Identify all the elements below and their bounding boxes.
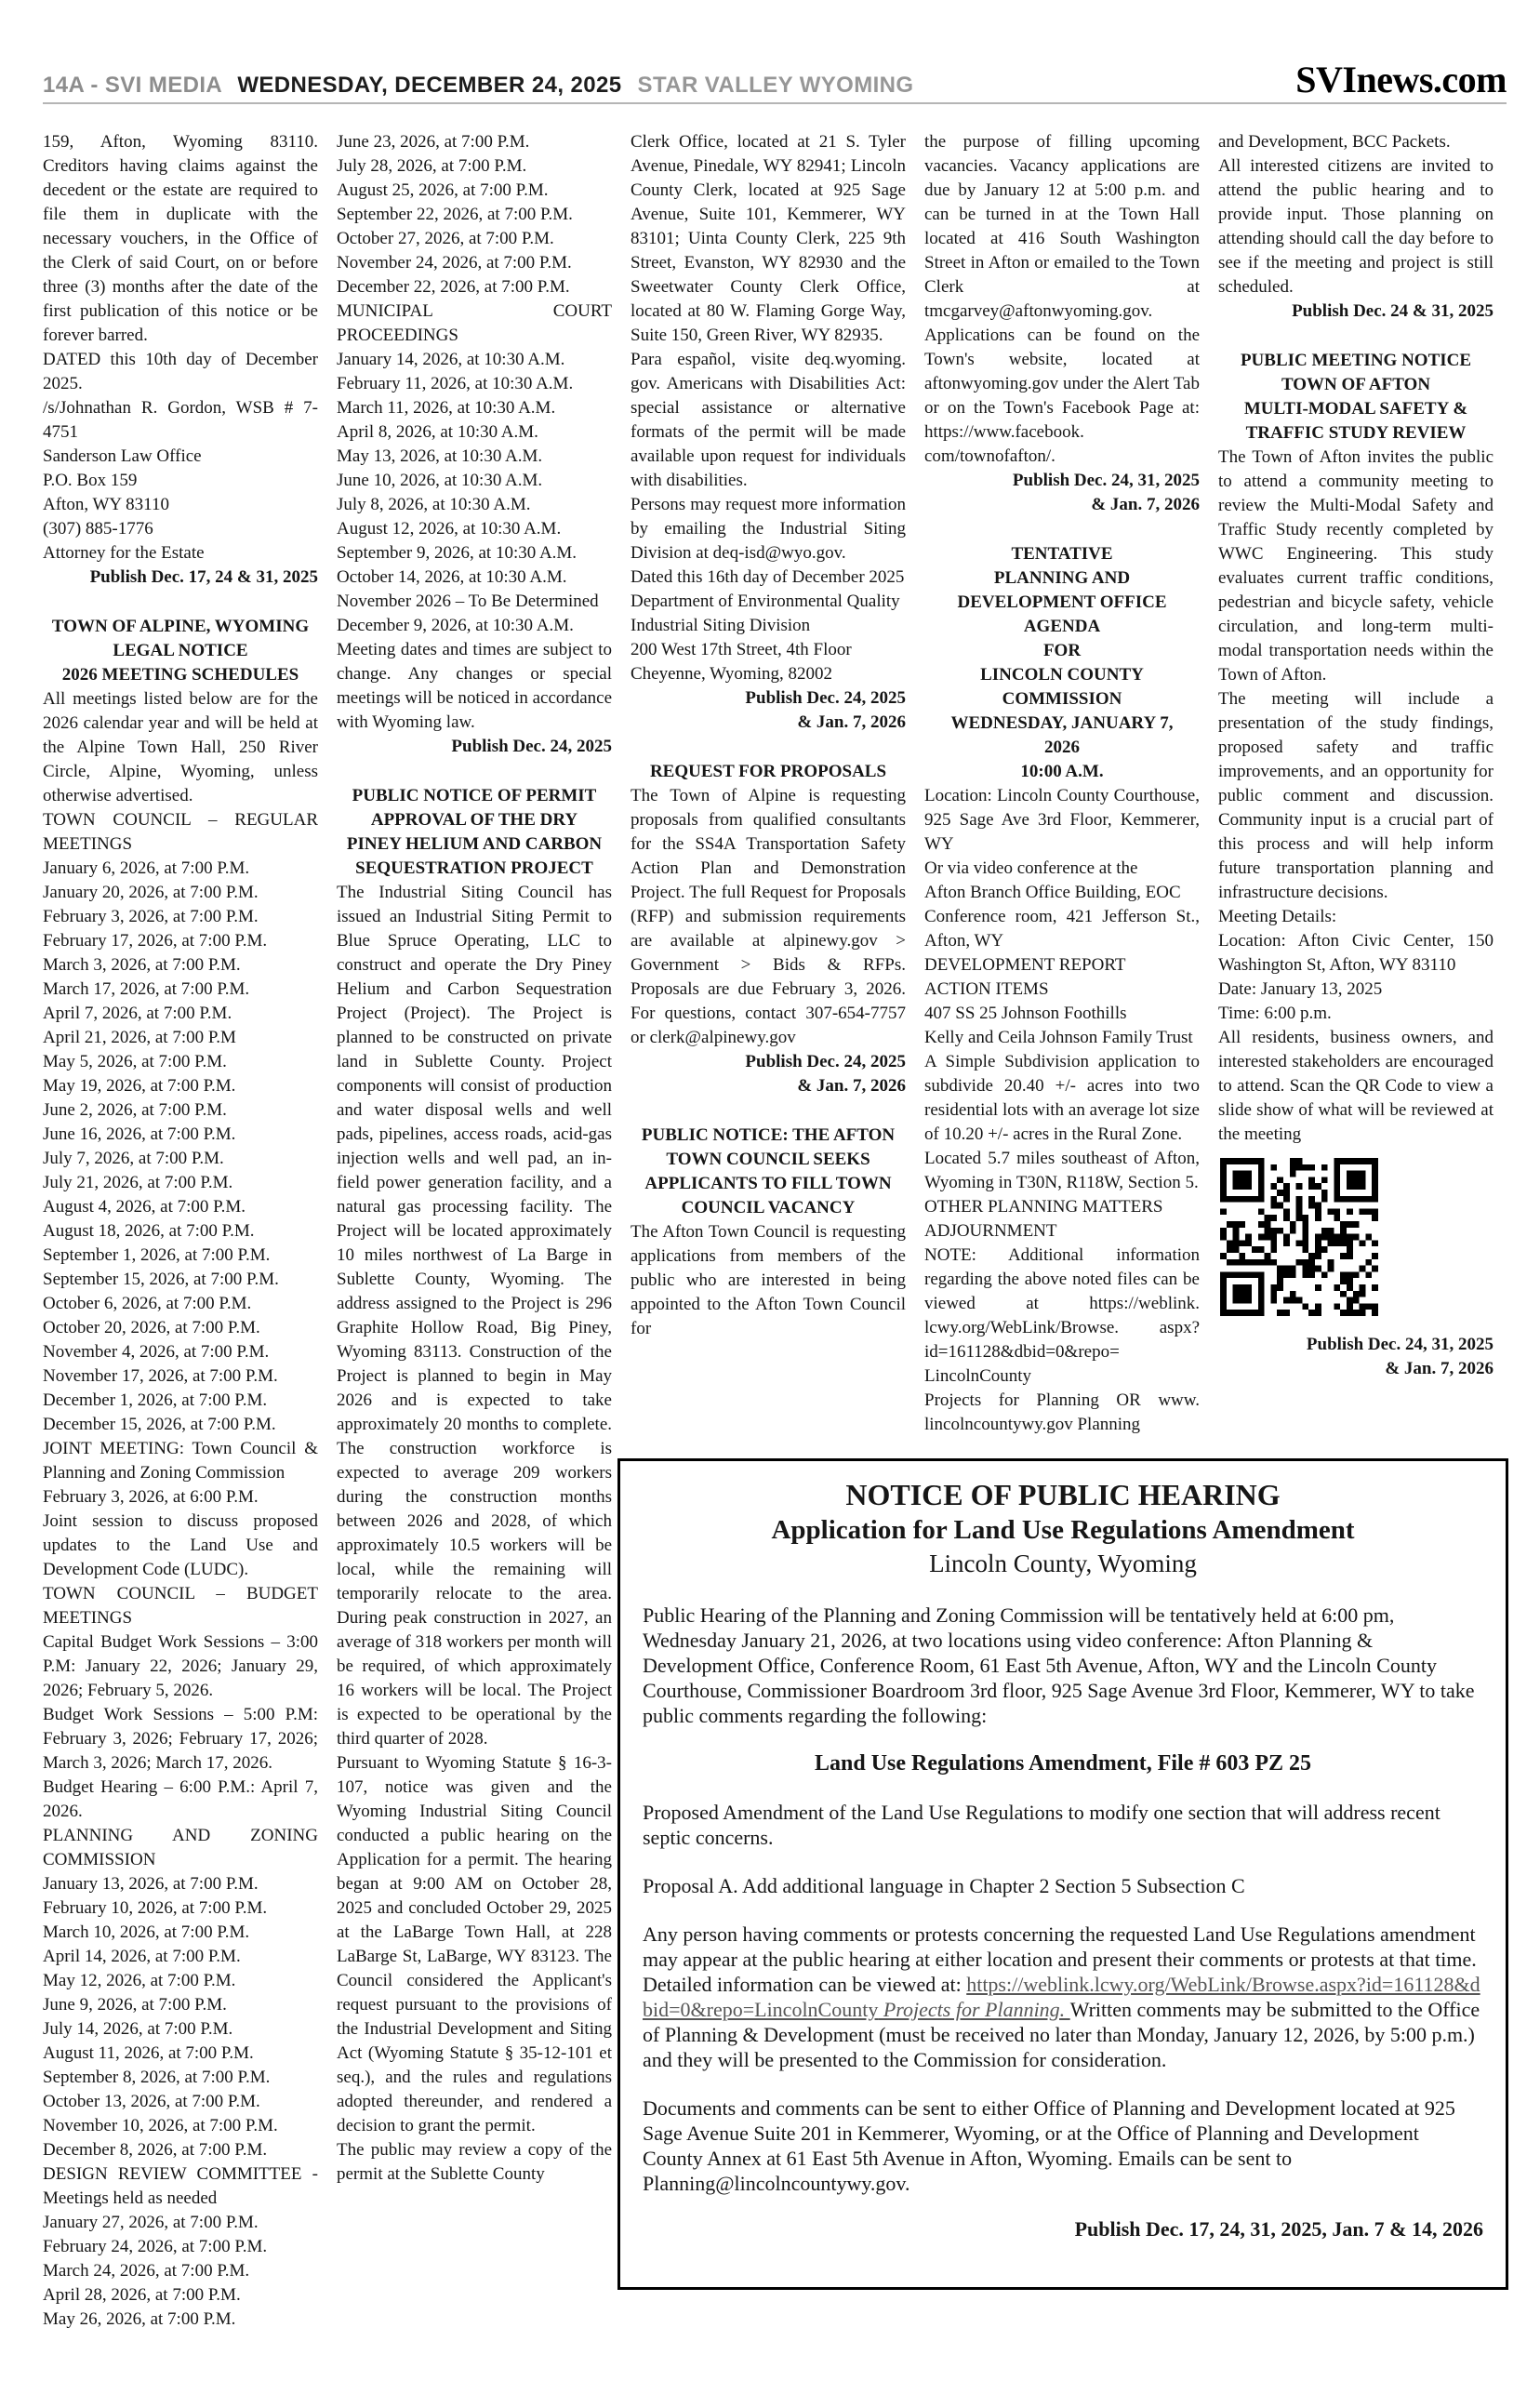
legal-text-line: November 24, 2026, at 7:00 P.M. (337, 253, 572, 273)
legal-text-line: July 8, 2026, at 10:30 A.M. (337, 495, 531, 514)
legal-text-paragraph: TOWN COUNCIL – BUDGET MEETINGS (43, 1584, 318, 1628)
legal-text-line: December 22, 2026, at 7:00 P.M. (337, 277, 570, 297)
legal-text-line: January 20, 2026, at 7:00 P.M. (43, 883, 259, 902)
legal-text-line: July 21, 2026, at 7:00 P.M. (43, 1173, 233, 1192)
legal-text-line: February 17, 2026, at 7:00 P.M. (43, 931, 268, 951)
legal-text-paragraph: The Afton Town Council is requesting applications from members of the public who are interested in being appointed to the Afton Town Council for (631, 1222, 906, 1338)
notice-spacer (337, 759, 612, 784)
legal-text-line: June 9, 2026, at 7:00 P.M. (43, 1995, 227, 2015)
legal-text-line: May 5, 2026, at 7:00 P.M. (43, 1052, 227, 1071)
legal-text-paragraph: All interested citizens are invited to attend the public hearing and to provide input. Those planning on attending should call the day before to see if the meeting and project is still scheduled. (1218, 156, 1494, 297)
notice-spacer (631, 1098, 906, 1124)
legal-text-line: Industrial Siting Division (631, 616, 811, 635)
legal-text-paragraph: The Town of Alpine is requesting proposals from qualified consultants for the SS4A Transportation Safety Action Plan and Demonstration Project. The full Request for Proposals (RFP) and submission requirements are available at alpinewy.gov > Government > Bids & RFPs. Proposals are due February 3, 2026. For questions, contact 307-654-7757 or clerk@alpinewy.gov (631, 786, 906, 1047)
notice-box-file-line: Land Use Regulations Amendment, File # 603 PZ 25 (814, 1751, 1312, 1776)
legal-text-paragraph: Location: Afton Civic Center, 150 Washington St, Afton, WY 83110 (1218, 931, 1494, 975)
legal-text-line: May 26, 2026, at 7:00 P.M. (43, 2309, 236, 2329)
masthead-site-title: SVInews.com (1295, 59, 1507, 100)
legal-notice-heading: PLANNING AND (993, 568, 1131, 588)
legal-notice-heading: DEVELOPMENT OFFICE (957, 592, 1167, 612)
legal-text-paragraph: the purpose of filling upcoming vacancies. Vacancy applications are due by January 12 at 5:00 p.m. and can be turned in at the Town Hall located at 416 South Washington Street in Afton or emailed to the Town Clerk at tmcgarvey@aftonwyoming.gov. Applications can be found on the Town's website, located at aftonwyoming.gov under the Alert Tab or on the Town's Facebook Page at: https://www.facebook. com/townofafton/. (924, 132, 1200, 466)
legal-notice-heading: TENTATIVE (1011, 544, 1113, 564)
legal-notice-heading: LEGAL NOTICE (113, 641, 248, 660)
notice-box-title: NOTICE OF PUBLIC HEARING (845, 1478, 1281, 1511)
legal-text-paragraph: Para español, visite deq.wyoming. gov. Americans with Disabilities Act: special assistance or alternative formats of the permit will be made available upon request for individuals with disabilities. (631, 350, 906, 490)
legal-text-line: April 14, 2026, at 7:00 P.M. (43, 1947, 241, 1966)
legal-text-line: and Development, BCC Packets. (1218, 132, 1451, 152)
legal-text-paragraph: The Industrial Siting Council has issued an Industrial Siting Permit to Blue Spruce Operating, LLC to construct and operate the Dry Piney Helium and Carbon Sequestration Project (Project). The Project is planned to be constructed on private land in Sublette County. Project components will consist of production and water disposal wells and well pads, pipelines, access roads, acid-gas injection wells and well pad, an in-field power generation facility, and a natural gas processing facility. The Project will be located approximately 10 miles northwest of La Barge in Sublette County, Wyoming. The address assigned to the Project is 296 Graphite Hollow Road, Big Piney, Wyoming 83113. Construction of the Project is planned to begin in May 2026 and is expected to take approximately 20 months to complete. The construction workforce is expected to average 209 workers during the construction months between 2026 and 2028, of which approximately 10.5 workers will be local, while the remaining will temporarily relocate to the area. During peak construction in 2027, an average of 318 workers per month will be required, of which approximately 16 workers will be local. The Project is expected to be operational by the third quarter of 2028. (337, 883, 612, 1749)
legal-text-line: November 10, 2026, at 7:00 P.M. (43, 2116, 278, 2135)
legal-column-3 (631, 130, 906, 1451)
legal-notice-heading: WEDNESDAY, JANUARY 7, (950, 713, 1174, 733)
legal-text-paragraph: Capital Budget Work Sessions – 3:00 P.M: January 22, 2026; January 29, 2026; February 5, 2026. (43, 1632, 318, 1700)
legal-text-paragraph: November 2026 – To Be Determined (337, 592, 599, 611)
legal-text-line: July 14, 2026, at 7:00 P.M. (43, 2019, 233, 2039)
legal-text-line: Or via video conference at the (924, 858, 1138, 878)
legal-text-line: Afton, WY 83110 (43, 495, 169, 514)
legal-text-line: March 11, 2026, at 10:30 A.M. (337, 398, 556, 418)
legal-text-paragraph: JOINT MEETING: Town Council & Planning and Zoning Commission (43, 1439, 318, 1483)
legal-text-line: August 18, 2026, at 7:00 P.M. (43, 1221, 255, 1241)
masthead-date: WEDNESDAY, DECEMBER 24, 2025 (237, 73, 622, 98)
legal-notice-heading: PUBLIC NOTICE OF PERMIT (352, 786, 597, 805)
legal-text-paragraph: Budget Work Sessions – 5:00 P.M: February 3, 2026; February 17, 2026; March 3, 2026; March 17, 2026. (43, 1705, 318, 1773)
legal-text-line: January 27, 2026, at 7:00 P.M. (43, 2213, 259, 2232)
legal-text-line: November 17, 2026, at 7:00 P.M. (43, 1366, 278, 1386)
legal-notice-heading: AGENDA (1023, 617, 1101, 636)
legal-text-paragraph: Persons may request more information by emailing the Industrial Siting Division at deq-isd@wyo.gov. (631, 495, 906, 563)
legal-text-line: August 4, 2026, at 7:00 P.M. (43, 1197, 246, 1217)
legal-text-paragraph: Located 5.7 miles southeast of Afton, Wyoming in T30N, R118W, Section 5. (924, 1149, 1200, 1192)
legal-notice-heading: 2026 (1044, 738, 1080, 757)
legal-text-line: ADJOURNMENT (924, 1221, 1057, 1241)
publish-date-line: & Jan. 7, 2026 (797, 712, 906, 732)
legal-text-line: February 24, 2026, at 7:00 P.M. (43, 2237, 268, 2256)
legal-notice-heading: 10:00 A.M. (1020, 762, 1104, 781)
legal-text-paragraph: All residents, business owners, and interested stakeholders are encouraged to attend. Scan the QR Code to view a slide show of what will be reviewed at the meeting (1218, 1028, 1494, 1144)
notice-spacer (631, 735, 906, 760)
legal-text-paragraph: DATED this 10th day of December 2025. (43, 350, 318, 393)
legal-text-paragraph: 159, Afton, Wyoming 83110. Creditors having claims against the decedent or the estate are required to file them in duplicate with the necessary vouchers, in the Office of the Clerk of said Court, on or before three (3) months after the date of the first publication of this notice or be forever barred. (43, 132, 318, 345)
page-number-label: 14A - SVI MEDIA (43, 73, 222, 98)
legal-text-line: May 19, 2026, at 7:00 P.M. (43, 1076, 236, 1096)
masthead-left (43, 73, 913, 99)
legal-text-line: Cheyenne, Wyoming, 82002 (631, 664, 832, 684)
legal-text-line: Sanderson Law Office (43, 446, 202, 466)
legal-text-paragraph: Department of Environmental Quality (631, 592, 900, 611)
publish-date-line: & Jan. 7, 2026 (1091, 495, 1200, 514)
legal-text-line: (307) 885-1776 (43, 519, 153, 539)
legal-notice-heading: TOWN COUNCIL SEEKS (666, 1150, 870, 1169)
legal-text-line: April 21, 2026, at 7:00 P.M (43, 1028, 236, 1047)
legal-text-paragraph: Meeting dates and times are subject to change. Any changes or special meetings will be noticed in accordance with Wyoming law. (337, 640, 612, 732)
legal-notice-heading: APPROVAL OF THE DRY (370, 810, 578, 830)
legal-text-line: January 6, 2026, at 7:00 P.M. (43, 858, 250, 878)
legal-text-line: January 14, 2026, at 10:30 A.M. (337, 350, 565, 369)
legal-text-line: ACTION ITEMS (924, 979, 1049, 999)
legal-text-line: September 15, 2026, at 7:00 P.M. (43, 1270, 279, 1289)
legal-text-paragraph: Joint session to discuss proposed updates to the Land Use and Development Code (LUDC). (43, 1511, 318, 1579)
legal-text-line: February 11, 2026, at 10:30 A.M. (337, 374, 574, 393)
legal-text-line: September 1, 2026, at 7:00 P.M. (43, 1245, 271, 1265)
legal-column-5 (1218, 130, 1494, 1455)
legal-text-paragraph: The Town of Afton invites the public to attend a community meeting to review the Multi-Modal Safety and Traffic Study recently completed by WWC Engineering. This study evaluates current traffic conditions, pedestrian and bicycle safety, vehicle circulation, and long-term multi-modal transportation needs within the Town of Afton. (1218, 447, 1494, 685)
legal-text-line: April 7, 2026, at 7:00 P.M. (43, 1004, 232, 1023)
legal-column-4 (924, 130, 1200, 1451)
legal-text-line: October 13, 2026, at 7:00 P.M. (43, 2092, 260, 2111)
publish-date-line: Publish Dec. 24, 2025 (745, 688, 906, 708)
legal-text-line: June 10, 2026, at 10:30 A.M. (337, 471, 543, 490)
legal-text-line: November 4, 2026, at 7:00 P.M. (43, 1342, 270, 1362)
legal-notice-heading: PUBLIC NOTICE: THE AFTON (641, 1125, 896, 1145)
masthead-region: STAR VALLEY WYOMING (637, 73, 914, 98)
legal-text-line: April 8, 2026, at 10:30 A.M. (337, 422, 538, 442)
legal-text-line: August 12, 2026, at 10:30 A.M. (337, 519, 562, 539)
legal-text-line: December 9, 2026, at 10:30 A.M. (337, 616, 574, 635)
legal-text-line: March 3, 2026, at 7:00 P.M. (43, 955, 241, 975)
legal-text-line: October 27, 2026, at 7:00 P.M. (337, 229, 554, 248)
legal-text-line: March 17, 2026, at 7:00 P.M. (43, 979, 250, 999)
legal-text-line: June 16, 2026, at 7:00 P.M. (43, 1124, 236, 1144)
notice-spacer (924, 517, 1200, 542)
legal-text-line: DEVELOPMENT REPORT (924, 955, 1126, 975)
legal-notice-heading: TOWN OF AFTON (1281, 375, 1431, 394)
legal-text-paragraph: Location: Lincoln County Courthouse, 925 Sage Ave 3rd Floor, Kemmerer, WY (924, 786, 1200, 854)
legal-text-line: December 15, 2026, at 7:00 P.M. (43, 1415, 276, 1434)
legal-notice-heading: REQUEST FOR PROPOSALS (649, 762, 887, 781)
weblink-url-label: Projects for Planning. (878, 1998, 1070, 2021)
legal-text-paragraph: PLANNING AND ZONING COMMISSION (43, 1826, 318, 1869)
legal-notice-heading: TRAFFIC STUDY REVIEW (1245, 423, 1467, 443)
legal-notice-heading: APPLICANTS TO FILL TOWN (644, 1174, 892, 1193)
legal-text-line: February 10, 2026, at 7:00 P.M. (43, 1898, 268, 1918)
legal-notice-heading: SEQUESTRATION PROJECT (355, 858, 593, 878)
qr-code (1220, 1158, 1494, 1322)
legal-text-paragraph: The public may review a copy of the permit at the Sublette County (337, 2140, 612, 2184)
publish-date-line: Publish Dec. 17, 24, 31, 2025, Jan. 7 & 14, 2026 (1074, 2217, 1483, 2241)
notice-box-paragraph: Proposed Amendment of the Land Use Regulations to modify one section that will address recent septic concerns. (643, 1801, 1440, 1849)
notice-box-paragraph: Public Hearing of the Planning and Zoning Commission will be tentatively held at 6:00 pm, Wednesday January 21, 2026, at two locations using video conference: Afton Planning & Development Office, Conference Room, 61 East 5th Avenue, Afton, WY and the Lincoln County Courthouse, Commissioner Boardroom 3rd floor, 925 Sage Avenue 3rd Floor, Kemmerer, WY to take public comments regarding the following: (643, 1603, 1475, 1727)
legal-text-line: Afton Branch Office Building, EOC (924, 883, 1181, 902)
legal-notice-heading: 2026 MEETING SCHEDULES (61, 665, 299, 685)
notice-box-text: Written comments may be submitted to the Office of Planning & Development (must be received no later than Monday, January 12, 2026, by 5:00 p.m.) and they will be presented to the Commission for consideration. (643, 1998, 1480, 2071)
publish-date-line: Publish Dec. 24, 31, 2025 (1306, 1335, 1494, 1354)
masthead-rule (43, 102, 1507, 104)
legal-notice-heading: LINCOLN COUNTY (980, 665, 1144, 685)
legal-text-paragraph: NOTE: Additional information regarding the above noted files can be viewed at https://weblink. lcwy.org/WebLink/Browse. aspx?id=161128&dbid=0&repo= LincolnCounty (924, 1245, 1200, 1386)
publish-date-line: Publish Dec. 24, 31, 2025 (1012, 471, 1200, 490)
publish-date-line: & Jan. 7, 2026 (797, 1076, 906, 1096)
legal-text-line: August 11, 2026, at 7:00 P.M. (43, 2043, 254, 2063)
legal-text-line: August 25, 2026, at 7:00 P.M. (337, 180, 549, 200)
legal-text-paragraph: MUNICIPAL COURT PROCEEDINGS (337, 301, 612, 345)
legal-text-line: July 28, 2026, at 7:00 P.M. (337, 156, 527, 176)
legal-text-paragraph: TOWN COUNCIL – REGULAR MEETINGS (43, 810, 318, 854)
legal-text-line: February 3, 2026, at 6:00 P.M. (43, 1487, 259, 1507)
publish-date-line: Publish Dec. 24 & 31, 2025 (1292, 301, 1494, 321)
legal-text-line: February 3, 2026, at 7:00 P.M. (43, 907, 259, 926)
legal-text-line: October 20, 2026, at 7:00 P.M. (43, 1318, 260, 1337)
legal-text-line: May 13, 2026, at 10:30 A.M. (337, 446, 543, 466)
notice-spacer (43, 590, 318, 615)
publish-date-line: Publish Dec. 24, 2025 (451, 737, 612, 756)
legal-notice-heading: PUBLIC MEETING NOTICE (1240, 351, 1472, 370)
legal-text-line: September 8, 2026, at 7:00 P.M. (43, 2068, 271, 2087)
legal-text-line: December 1, 2026, at 7:00 P.M. (43, 1390, 268, 1410)
legal-text-line: April 28, 2026, at 7:00 P.M. (43, 2285, 241, 2305)
legal-text-paragraph: /s/Johnathan R. Gordon, WSB # 7-4751 (43, 398, 318, 442)
notice-box-subtitle: Application for Land Use Regulations Amendment (771, 1515, 1355, 1545)
notice-spacer (1218, 324, 1494, 349)
legal-text-line: July 7, 2026, at 7:00 P.M. (43, 1149, 224, 1168)
legal-text-line: Time: 6:00 p.m. (1218, 1004, 1332, 1023)
legal-text-paragraph: Projects for Planning OR www. lincolncountywy.gov Planning (924, 1390, 1200, 1434)
legal-text-paragraph: Pursuant to Wyoming Statute § 16-3-107, notice was given and the Wyoming Industrial Siting Council conducted a public hearing on the Application for a permit. The hearing began at 9:00 AM on October 28, 2025 and concluded October 29, 2025 at the LaBarge Town Hall, at 228 LaBarge St, LaBarge, WY 83123. The Council considered the Applicant's request pursuant to the provisions of the Industrial Development and Siting Act (Wyoming Statute § 35-12-101 et seq.), and the rules and regulations adopted thereunder, and rendered a decision to grant the permit. (337, 1753, 612, 2135)
legal-text-line: Date: January 13, 2025 (1218, 979, 1383, 999)
publish-date-line: Publish Dec. 24, 2025 (745, 1052, 906, 1071)
legal-text-paragraph: All meetings listed below are for the 2026 calendar year and will be held at the Alpine Town Hall, 250 River Circle, Alpine, Wyoming, unless otherwise advertised. (43, 689, 318, 805)
legal-text-line: OTHER PLANNING MATTERS (924, 1197, 1163, 1217)
legal-text-paragraph: Conference room, 421 Jefferson St., Afton, WY (924, 907, 1200, 951)
legal-column-2 (337, 130, 612, 2362)
legal-text-line: 407 SS 25 Johnson Foothills (924, 1004, 1127, 1023)
notice-box-county: Lincoln County, Wyoming (929, 1550, 1197, 1577)
public-hearing-notice-box (617, 1458, 1508, 2290)
legal-text-line: December 8, 2026, at 7:00 P.M. (43, 2140, 268, 2160)
legal-notice-heading: FOR (1042, 641, 1082, 660)
legal-text-line: October 6, 2026, at 7:00 P.M. (43, 1294, 252, 1313)
legal-notice-heading: TOWN OF ALPINE, WYOMING (51, 617, 310, 636)
notice-box-text: Any person having comments or protests concerning the requested Land Use Regulations amendment may appear at the public hearing at either location and present their comments or protests at that time. Detailed information can be viewed at: (643, 1922, 1477, 1996)
legal-text-paragraph: A Simple Subdivision application to subdivide 20.40 +/- acres into two residential lots with an average lot size of 10.20 +/- acres in the Rural Zone. (924, 1052, 1200, 1144)
legal-text-paragraph: DESIGN REVIEW COMMITTEE - Meetings held as needed (43, 2164, 318, 2208)
masthead (43, 58, 1507, 100)
legal-text-line: March 24, 2026, at 7:00 P.M. (43, 2261, 250, 2281)
legal-text-line: June 2, 2026, at 7:00 P.M. (43, 1100, 227, 1120)
legal-column-1 (43, 130, 318, 2362)
legal-text-line: Meeting Details: (1218, 907, 1337, 926)
legal-text-line: January 13, 2026, at 7:00 P.M. (43, 1874, 259, 1894)
legal-notice-heading: COMMISSION (1002, 689, 1122, 709)
legal-text-paragraph: The meeting will include a presentation of the study findings, proposed safety and traffic improvements, and an opportunity for public comment and discussion. Community input is a crucial part of this process and will help inform future transportation planning and infrastructure decisions. (1218, 689, 1494, 902)
publish-date-line: Publish Dec. 17, 24 & 31, 2025 (89, 567, 318, 587)
publish-date-line: & Jan. 7, 2026 (1385, 1359, 1494, 1378)
legal-text-line: October 14, 2026, at 10:30 A.M. (337, 567, 567, 587)
legal-text-line: Attorney for the Estate (43, 543, 205, 563)
notice-box-paragraph: Documents and comments can be sent to either Office of Planning and Development located at 925 Sage Avenue Suite 201 in Kemmerer, Wyoming, or at the Office of Planning and Development County Annex at 61 East 5th Avenue in Afton, Wyoming. Emails can be sent to Planning@lincolncountywy.gov. (643, 2096, 1455, 2195)
legal-text-line: 200 West 17th Street, 4th Floor (631, 640, 852, 659)
notice-box-paragraph: Proposal A. Add additional language in Chapter 2 Section 5 Subsection C (643, 1874, 1245, 1897)
legal-notice-heading: PINEY HELIUM AND CARBON (346, 834, 603, 854)
legal-text-paragraph: Kelly and Ceila Johnson Family Trust (924, 1028, 1193, 1047)
notice-box-paragraph (643, 1922, 1483, 2072)
legal-text-line: September 22, 2026, at 7:00 P.M. (337, 205, 573, 224)
weblink-url-link: https://weblink.lcwy.org/WebLink/Browse.aspx?id=161128&dbid=0&repo=LincolnCounty (643, 1973, 1480, 2021)
legal-text-line: September 9, 2026, at 10:30 A.M. (337, 543, 578, 563)
legal-text-line: May 12, 2026, at 7:00 P.M. (43, 1971, 236, 1990)
legal-text-line: March 10, 2026, at 7:00 P.M. (43, 1922, 250, 1942)
legal-text-line: P.O. Box 159 (43, 471, 138, 490)
legal-text-paragraph: Budget Hearing – 6:00 P.M.: April 7, 2026. (43, 1777, 318, 1821)
legal-text-paragraph: Clerk Office, located at 21 S. Tyler Avenue, Pinedale, WY 82941; Lincoln County Clerk, located at 925 Sage Avenue, Suite 101, Kemmerer, WY 83101; Uinta County Clerk, 225 9th Street, Evanston, WY 82930 and the Sweetwater County Clerk Office, located at 80 W. Flaming Gorge Way, Suite 150, Green River, WY 82935. (631, 132, 906, 345)
legal-notice-heading: MULTI-MODAL SAFETY & (1243, 399, 1468, 419)
legal-text-line: June 23, 2026, at 7:00 P.M. (337, 132, 530, 152)
legal-notice-heading: COUNCIL VACANCY (681, 1198, 856, 1217)
legal-text-paragraph: Dated this 16th day of December 2025 (631, 567, 905, 587)
